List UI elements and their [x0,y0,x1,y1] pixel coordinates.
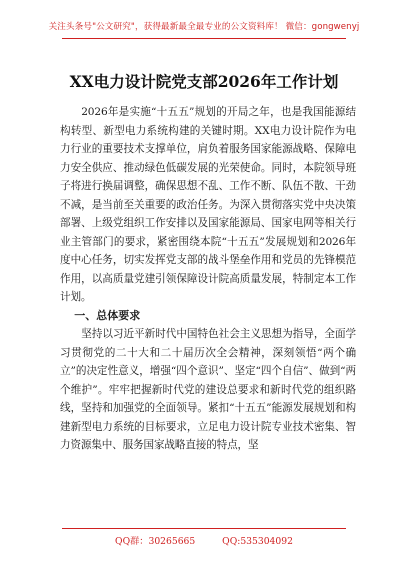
intro-paragraph: 2026年是实施“十五五”规划的开局之年，也是我国能源结构转型、新型电力系统构建的关键时期。XX电力设计院作为电力行业的重要技术支撑单位，肩负着服务国家能源战略、保障电力安全供应、推动绿色低碳发展的光荣使命。同时，本院领导班子将进行换届调整，确保思想不乱、工作不断、队伍不散、干劲不减，是当前至关重要的政治任务。为深入贯彻落实党中央决策部署、上级党组织工作安排以及国家能源局、国家电网等相关行业主管部门的要求，紧密围绕本院“十五五”发展规划和2026年度中心任务，切实发挥党支部的战斗堡垒作用和党员的先锋模范作用，以高质量党建引领保障设计院高质量发展，特制定本工作计划。 [60,106,356,303]
header-banner: 关注头条号"公文研究"，获得最新最全最专业的公文资料库！ 微信：gongwenyj [48,22,360,32]
section-heading: 一、总体要求 [74,308,141,322]
footer [0,533,408,547]
footer-divider [62,528,346,529]
section-paragraph: 坚持以习近平新时代中国特色社会主义思想为指导，全面学习贯彻党的二十大和二十届历次全会精神，深刻领悟“两个确立”的决定性意义，增强“四个意识”、坚定“四个自信”、做到“两个维护”。牢牢把握新时代党的建设总要求和新时代党的组织路线，坚持和加强党的全面领导。紧扣“十五五”能源发展规划和构建新型电力系统的目标要求，立足电力设计院专业技术密集、智力资源集中、服务国家战略直接的特点，坚 [60,328,356,451]
footer-qq-group: QQ群：30265665 [115,536,196,547]
footer-qq: QQ:535304092 [222,536,293,547]
document-body [60,103,356,455]
document-title: XX电力设计院党支部2026年工作计划 [69,72,339,92]
header-divider [62,38,346,39]
